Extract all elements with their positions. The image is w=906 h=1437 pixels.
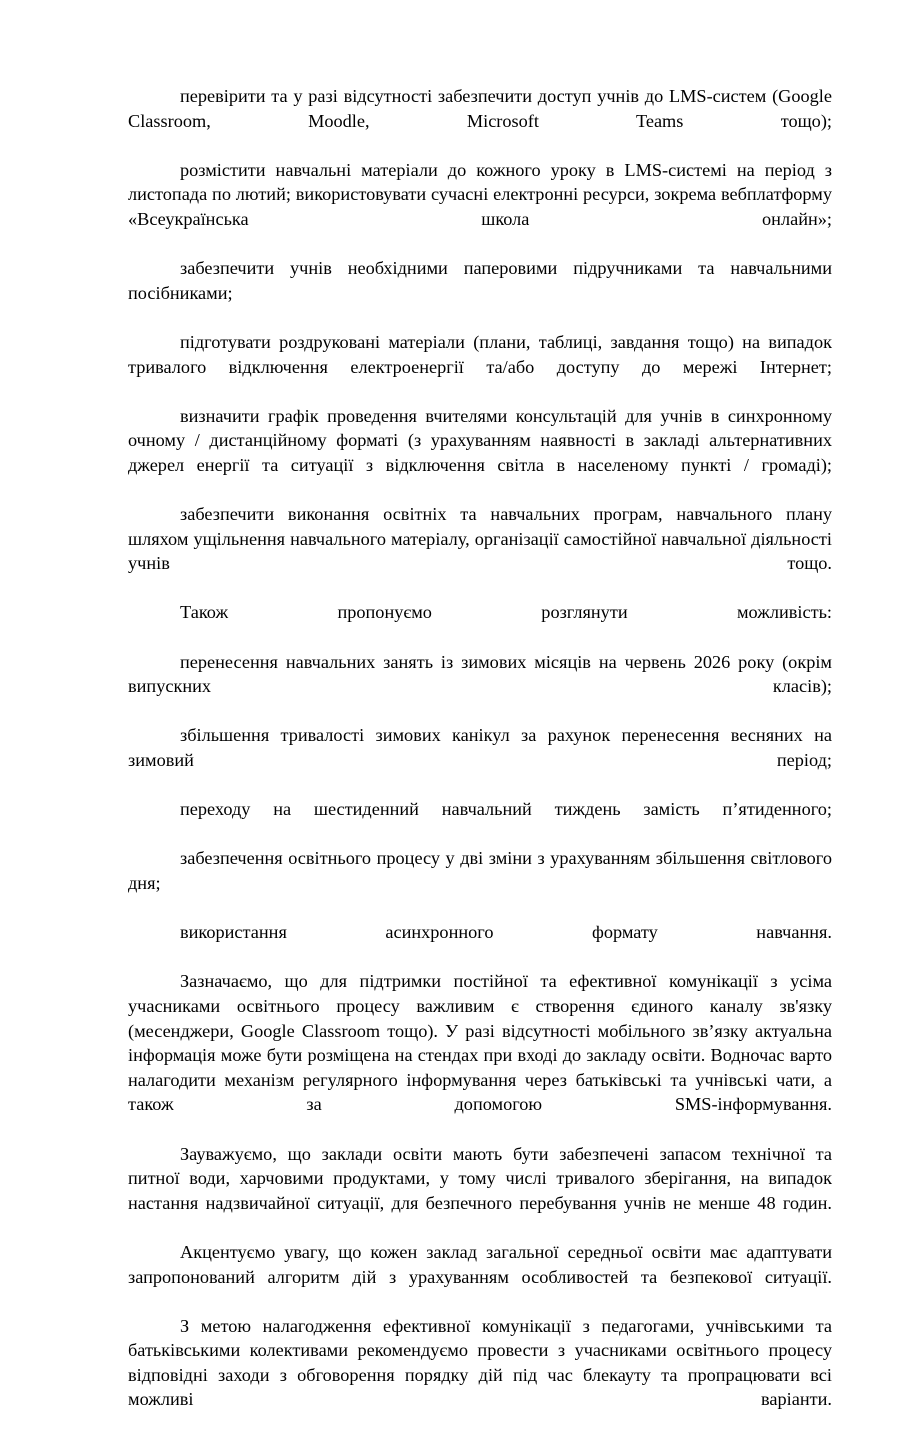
paragraph: Також пропонуємо розглянути можливість: [180, 602, 832, 623]
paragraph: розмістити навчальні матеріали до кожного уроку в LMS-системі на період з листопада по лютий; використовувати сучасні електронні ресурси, зокрема вебплатформу «Всеукраїнська школа онлайн»; [128, 159, 832, 229]
paragraph: визначити графік проведення вчителями консультацій для учнів в синхронному очному / дистанційному форматі (з урахуванням наявності в закладі альтернативних джерел енергії та ситуації з відключення світла в населеному пункті / громаді); [128, 405, 832, 475]
paragraph: З метою налагодження ефективної комунікації з педагогами, учнівськими та батьківськими колективами рекомендуємо провести з учасниками освітнього процесу відповідні заходи з обговорення порядку дій під час блекауту та пропрацювати всі можливі варіанти. [128, 1315, 832, 1410]
paragraph: Зауважуємо, що заклади освіти мають бути забезпечені запасом технічної та питної води, харчовими продуктами, у тому числі тривалого зберігання, на випадок настання надзвичайної ситуації, для безпечного перебування учнів не менше 48 годин. [128, 1143, 832, 1213]
paragraph: переходу на шестиденний навчальний тиждень замість п’ятиденного; [180, 799, 832, 820]
paragraph: збільшення тривалості зимових канікул за рахунок перенесення весняних на зимовий період; [128, 725, 832, 771]
document-body [128, 84, 832, 1437]
paragraph: перевірити та у разі відсутності забезпечити доступ учнів до LMS-систем (Google Classroom, Moodle, Microsoft Teams тощо); [128, 86, 832, 131]
paragraph: використання асинхронного формату навчання. [180, 922, 832, 943]
paragraph: Акцентуємо увагу, що кожен заклад загальної середньої освіти має адаптувати запропонований алгоритм дій з урахуванням особливостей та безпекової ситуації. [128, 1241, 832, 1287]
paragraph: підготувати роздруковані матеріали (плани, таблиці, завдання тощо) на випадок тривалого відключення електроенергії та/або доступу до мережі Інтернет; [128, 331, 832, 377]
paragraph: перенесення навчальних занять із зимових місяців на червень 2026 року (окрім випускних класів); [128, 651, 832, 697]
paragraph: Зазначаємо, що для підтримки постійної та ефективної комунікації з усіма учасниками освітнього процесу важливим є створення єдиного каналу зв'язку (месенджери, Google Classroom тощо). У разі відсутності мобільного зв’язку актуальна інформація може бути розміщена на стендах при вході до закладу освіти. Водночас варто налагодити механізм регулярного інформування через батьківські та учнівські чати, а також за допомогою SMS-інформування. [128, 971, 832, 1115]
paragraph: забезпечити учнів необхідними паперовими підручниками та навчальними посібниками; [128, 258, 832, 303]
paragraph: забезпечення освітнього процесу у дві зміни з урахуванням збільшення світлового дня; [128, 848, 832, 893]
paragraph: забезпечити виконання освітніх та навчальних програм, навчального плану шляхом ущільнення навчального матеріалу, організації самостійної навчальної діяльності учнів тощо. [128, 504, 832, 574]
